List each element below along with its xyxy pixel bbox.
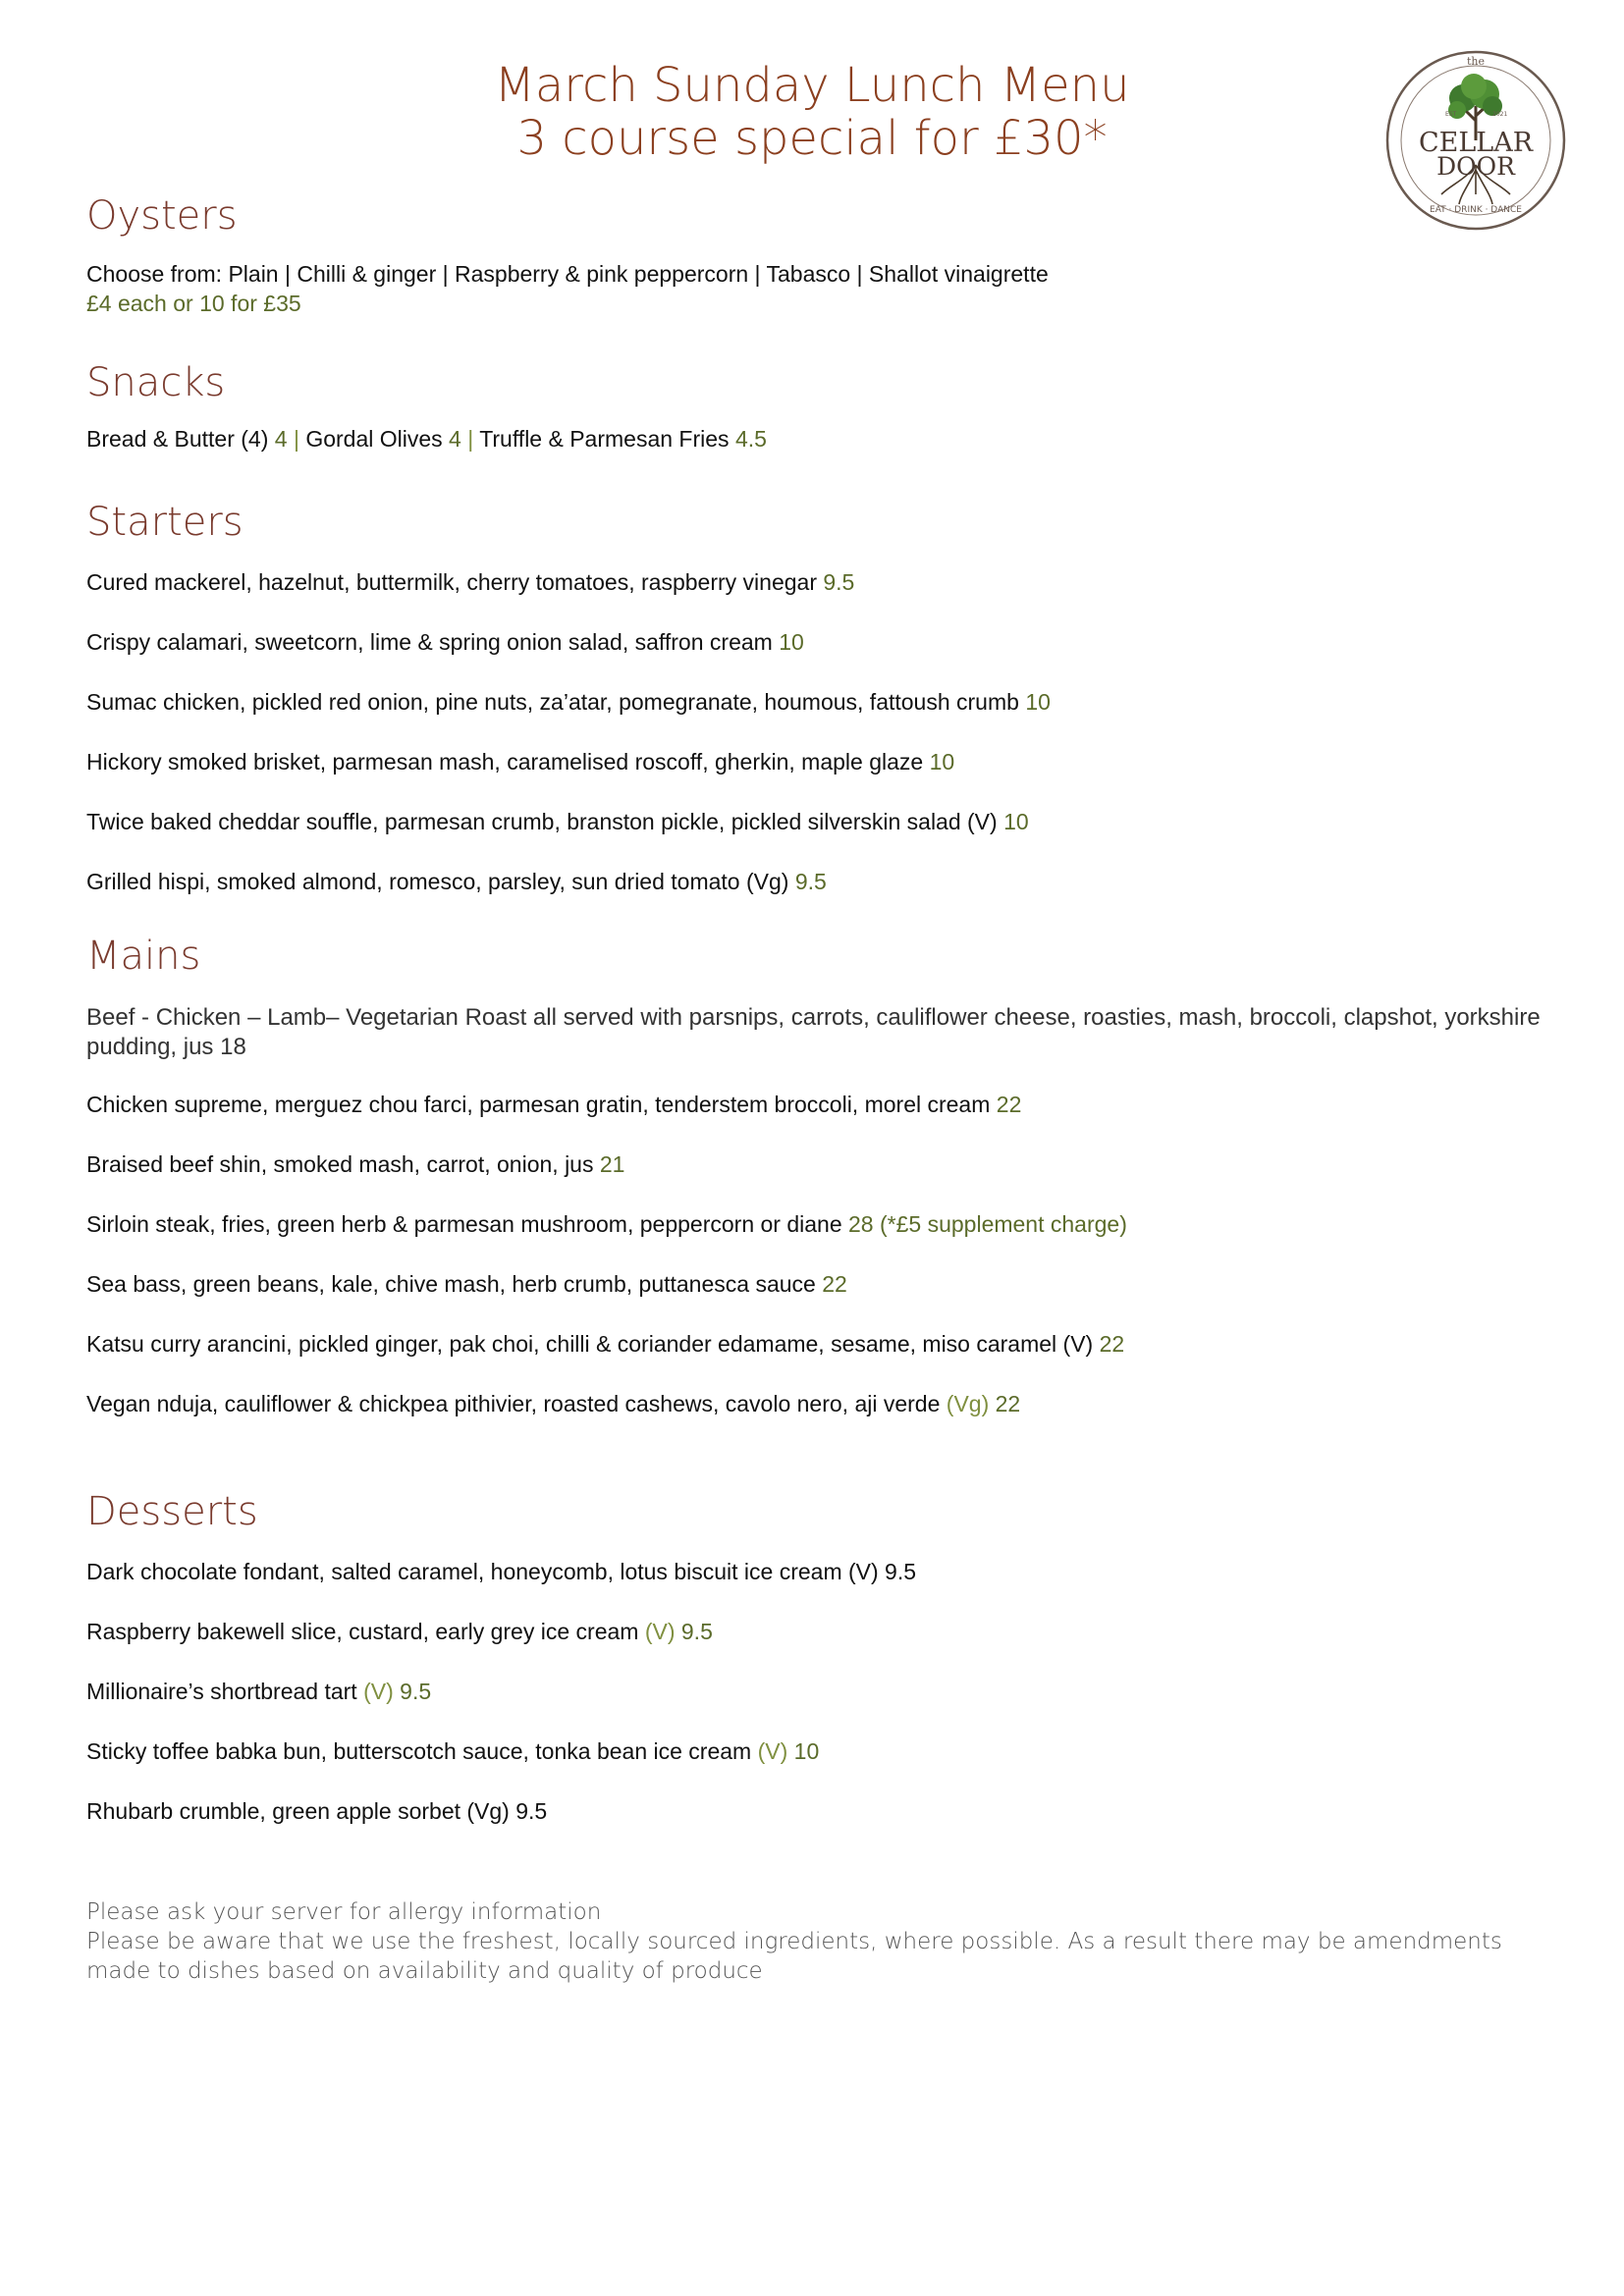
item-name: Millionaire’s shortbread tart — [86, 1679, 357, 1704]
item-price: 9.5 — [823, 569, 855, 595]
separator: | — [467, 426, 474, 452]
item-price: 21 — [599, 1151, 625, 1177]
item-name: Hickory smoked brisket, parmesan mash, caramelised roscoff, gherkin, maple glaze — [86, 749, 924, 774]
item-name: Sticky toffee babka bun, butterscotch sauce, tonka bean ice cream — [86, 1738, 752, 1764]
item-name: Sirloin steak, fries, green herb & parmesan mushroom, peppercorn or diane — [86, 1211, 842, 1237]
item-price: 28 — [848, 1211, 874, 1237]
item-price: 22 — [822, 1271, 847, 1297]
menu-item — [86, 807, 1545, 836]
snacks-section — [86, 359, 1545, 454]
menu-item — [86, 1329, 1545, 1359]
item-name: Vegan nduja, cauliflower & chickpea pithivier, roasted cashews, cavolo nero, aji verde — [86, 1391, 941, 1416]
logo-cellar-text: CELLAR — [1418, 128, 1534, 158]
allergy-notice — [86, 1897, 1506, 1986]
oysters-price: £4 each or 10 for £35 — [86, 291, 301, 316]
item-name: Grilled hispi, smoked almond, romesco, parsley, sun dried tomato (Vg) — [86, 869, 789, 894]
item-price: 10 — [793, 1738, 820, 1764]
item-name: Sea bass, green beans, kale, chive mash, herb crumb, puttanesca sauce — [86, 1271, 816, 1297]
logo-tagline: EAT · DRINK · DANCE — [1430, 205, 1522, 215]
menu-item — [86, 567, 1545, 597]
starters-heading: Starters — [86, 500, 244, 545]
item-price: 9.5 — [400, 1679, 432, 1704]
item-name: Dark chocolate fondant, salted caramel, honeycomb, lotus biscuit ice cream (V) 9.5 — [86, 1559, 917, 1584]
menu-item — [86, 627, 1545, 657]
snack-price: 4.5 — [734, 426, 767, 452]
item-price: 10 — [1025, 689, 1051, 715]
item-name: Cured mackerel, hazelnut, buttermilk, cherry tomatoes, raspberry vinegar — [86, 569, 817, 595]
snack-name: Bread & Butter (4) — [86, 426, 269, 452]
item-name: Chicken supreme, merguez chou farci, parmesan gratin, tenderstem broccoli, morel cream — [86, 1092, 991, 1117]
roast-item: Beef - Chicken – Lamb– Vegetarian Roast all served with parsnips, carrots, cauliflower cheese, roasties, mash, broccoli, clapshot, yorkshire pudding, jus 18 — [86, 1004, 1541, 1060]
item-price: 22 — [1099, 1331, 1125, 1357]
item-price: 9.5 — [794, 869, 827, 894]
dietary-tag: (V) — [644, 1619, 676, 1644]
supplement-note: (*£5 supplement charge) — [880, 1211, 1127, 1237]
item-name: Raspberry bakewell slice, custard, early grey ice cream — [86, 1619, 639, 1644]
dietary-tag: (V) — [363, 1679, 394, 1704]
menu-item — [86, 1209, 1545, 1239]
dietary-tag: (V) — [757, 1738, 788, 1764]
menu-title: March Sunday Lunch Menu — [494, 58, 1130, 113]
item-name: Twice baked cheddar souffle, parmesan crumb, branston pickle, pickled silverskin salad (V) — [86, 809, 998, 834]
oysters-choices: Choose from: Plain | Chilli & ginger | Raspberry & pink peppercorn | Tabasco | Shallot vinaigrette — [86, 261, 1049, 287]
mains-heading: Mains — [86, 934, 201, 979]
snack-price: 4 — [274, 426, 288, 452]
item-price: 10 — [1003, 809, 1029, 834]
menu-subtitle: 3 course special for £30* — [516, 111, 1108, 166]
logo-the-text: the — [1466, 55, 1486, 68]
menu-item — [86, 1736, 1545, 1766]
menu-item — [86, 1557, 1545, 1586]
menu-item — [86, 747, 1545, 776]
menu-item — [86, 687, 1545, 717]
logo-est-left: EST — [1445, 111, 1457, 118]
menu-item — [86, 1149, 1545, 1179]
snack-name: Truffle & Parmesan Fries — [479, 426, 730, 452]
starters-section — [86, 499, 1545, 896]
menu-item — [86, 1677, 1545, 1706]
snacks-line — [86, 424, 1545, 454]
menu-item — [86, 1617, 1545, 1646]
desserts-section — [86, 1488, 1545, 1826]
oysters-section — [86, 192, 1545, 318]
allergy-line: Please ask your server for allergy information — [86, 1899, 602, 1925]
item-name: Rhubarb crumble, green apple sorbet (Vg) 9.5 — [86, 1798, 548, 1824]
menu-item — [86, 867, 1545, 896]
ingredients-line: Please be aware that we use the freshest, locally sourced ingredients, where possible. As a result there may be amendments made to dishes based on availability and quality of produce — [86, 1929, 1502, 1984]
item-name: Sumac chicken, pickled red onion, pine nuts, za’atar, pomegranate, houmous, fattoush crumb — [86, 689, 1019, 715]
menu-item — [86, 1090, 1545, 1119]
item-price: 22 — [996, 1092, 1022, 1117]
item-price: 10 — [779, 629, 804, 655]
logo-door-text: DOOR — [1436, 152, 1515, 181]
oysters-heading: Oysters — [86, 193, 238, 239]
separator: | — [293, 426, 299, 452]
dietary-tag: (Vg) — [946, 1391, 990, 1416]
item-name: Katsu curry arancini, pickled ginger, pak choi, chilli & coriander edamame, sesame, miso caramel (V) — [86, 1331, 1094, 1357]
snacks-heading: Snacks — [86, 360, 226, 405]
mains-section — [86, 933, 1545, 1418]
desserts-heading: Desserts — [86, 1489, 258, 1534]
menu-item — [86, 1796, 1545, 1826]
item-price: 10 — [929, 749, 955, 774]
item-price: 22 — [995, 1391, 1021, 1416]
item-price: 9.5 — [680, 1619, 713, 1644]
menu-item — [86, 1389, 1545, 1418]
logo-est-right: 2021 — [1492, 111, 1508, 118]
snack-price: 4 — [449, 426, 461, 452]
snack-name: Gordal Olives — [305, 426, 443, 452]
menu-item — [86, 1269, 1545, 1299]
item-name: Crispy calamari, sweetcorn, lime & spring onion salad, saffron cream — [86, 629, 773, 655]
item-name: Braised beef shin, smoked mash, carrot, onion, jus — [86, 1151, 594, 1177]
